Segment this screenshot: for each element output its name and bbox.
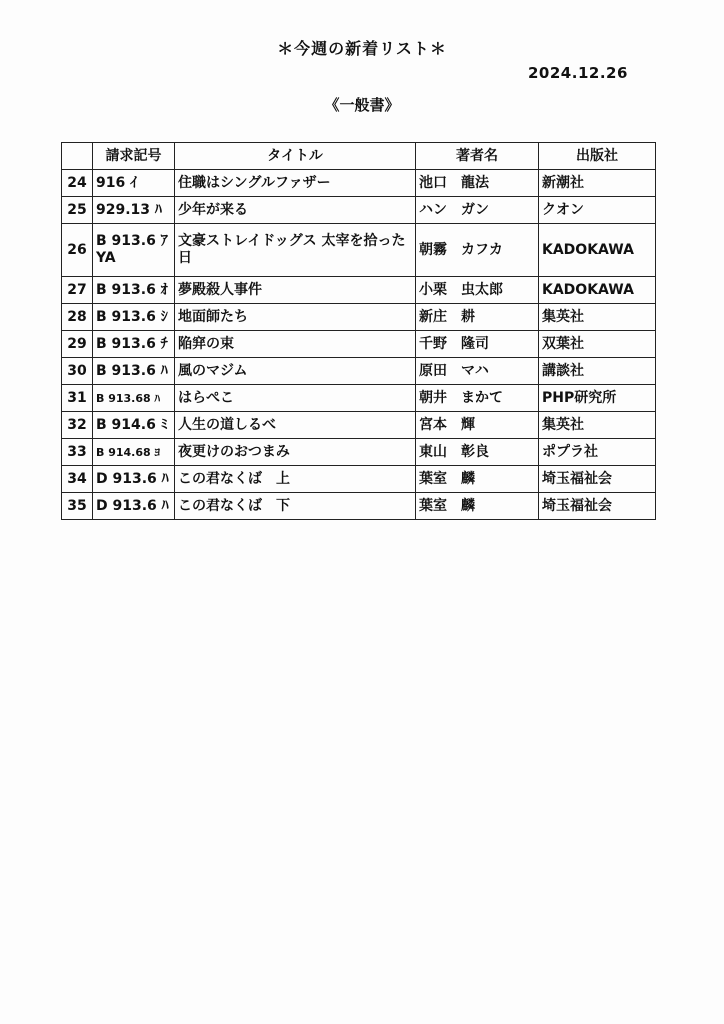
table-row [62, 170, 656, 197]
publisher-name: 双葉社 [539, 331, 656, 358]
call-number: 916 ｲ [93, 170, 175, 197]
author-name: 宮本 輝 [416, 412, 539, 439]
call-number: 929.13 ﾊ [93, 197, 175, 224]
table-row [62, 224, 656, 277]
table-row [62, 277, 656, 304]
author-name: 朝井 まかて [416, 385, 539, 412]
publisher-name: 集英社 [539, 412, 656, 439]
book-title: 風のマジム [175, 358, 416, 385]
call-number: B 914.68 ﾖ [93, 439, 175, 466]
author-name: 東山 彰良 [416, 439, 539, 466]
column-header-number [62, 143, 93, 170]
book-title: この君なくば 上 [175, 466, 416, 493]
column-header-author: 著者名 [416, 143, 539, 170]
call-number: B 914.6 ﾐ [93, 412, 175, 439]
column-header-publisher: 出版社 [539, 143, 656, 170]
author-name: 葉室 麟 [416, 466, 539, 493]
publisher-name: KADOKAWA [539, 277, 656, 304]
call-number: B 913.6 ｱYA [93, 224, 175, 277]
row-number: 25 [62, 197, 93, 224]
book-title: 住職はシングルファザー [175, 170, 416, 197]
row-number: 24 [62, 170, 93, 197]
table-row [62, 331, 656, 358]
table-row [62, 466, 656, 493]
author-name: 葉室 麟 [416, 493, 539, 520]
section-heading: 《一般書》 [324, 96, 400, 114]
book-title: 陥穽の束 [175, 331, 416, 358]
publisher-name: クオン [539, 197, 656, 224]
book-title: 人生の道しるべ [175, 412, 416, 439]
table-row [62, 358, 656, 385]
author-name: 小栗 虫太郎 [416, 277, 539, 304]
call-number: D 913.6 ﾊ [93, 493, 175, 520]
table-row [62, 385, 656, 412]
row-number: 35 [62, 493, 93, 520]
publisher-name: 新潮社 [539, 170, 656, 197]
author-name: 池口 龍法 [416, 170, 539, 197]
author-name: 新庄 耕 [416, 304, 539, 331]
table-row [62, 493, 656, 520]
author-name: 原田 マハ [416, 358, 539, 385]
publisher-name: 埼玉福祉会 [539, 466, 656, 493]
list-date: 2024.12.26 [528, 64, 628, 82]
book-title: 少年が来る [175, 197, 416, 224]
publisher-name: PHP研究所 [539, 385, 656, 412]
column-header-call-number: 請求記号 [93, 143, 175, 170]
page-title: ＊今週の新着リスト＊ [277, 39, 447, 58]
row-number: 33 [62, 439, 93, 466]
table-header-row [62, 143, 656, 170]
row-number: 32 [62, 412, 93, 439]
column-header-title: タイトル [175, 143, 416, 170]
book-title: この君なくば 下 [175, 493, 416, 520]
publisher-name: 講談社 [539, 358, 656, 385]
author-name: 千野 隆司 [416, 331, 539, 358]
author-name: 朝霧 カフカ [416, 224, 539, 277]
table-row [62, 197, 656, 224]
call-number: B 913.6 ｵ [93, 277, 175, 304]
new-arrivals-table [61, 142, 656, 520]
book-title: 夜更けのおつまみ [175, 439, 416, 466]
publisher-name: ポプラ社 [539, 439, 656, 466]
call-number: B 913.6 ﾊ [93, 358, 175, 385]
publisher-name: KADOKAWA [539, 224, 656, 277]
book-title: 夢殿殺人事件 [175, 277, 416, 304]
table-row [62, 412, 656, 439]
author-name: ハン ガン [416, 197, 539, 224]
table-row [62, 304, 656, 331]
book-title: 文豪ストレイドッグス 太宰を拾った日 [175, 224, 416, 277]
row-number: 34 [62, 466, 93, 493]
row-number: 30 [62, 358, 93, 385]
row-number: 31 [62, 385, 93, 412]
publisher-name: 集英社 [539, 304, 656, 331]
call-number: D 913.6 ﾊ [93, 466, 175, 493]
table-row [62, 439, 656, 466]
call-number: B 913.6 ｼ [93, 304, 175, 331]
row-number: 26 [62, 224, 93, 277]
row-number: 27 [62, 277, 93, 304]
book-title: 地面師たち [175, 304, 416, 331]
call-number: B 913.6 ﾁ [93, 331, 175, 358]
publisher-name: 埼玉福祉会 [539, 493, 656, 520]
call-number: B 913.68 ﾊ [93, 385, 175, 412]
book-title: はらぺこ [175, 385, 416, 412]
row-number: 29 [62, 331, 93, 358]
row-number: 28 [62, 304, 93, 331]
